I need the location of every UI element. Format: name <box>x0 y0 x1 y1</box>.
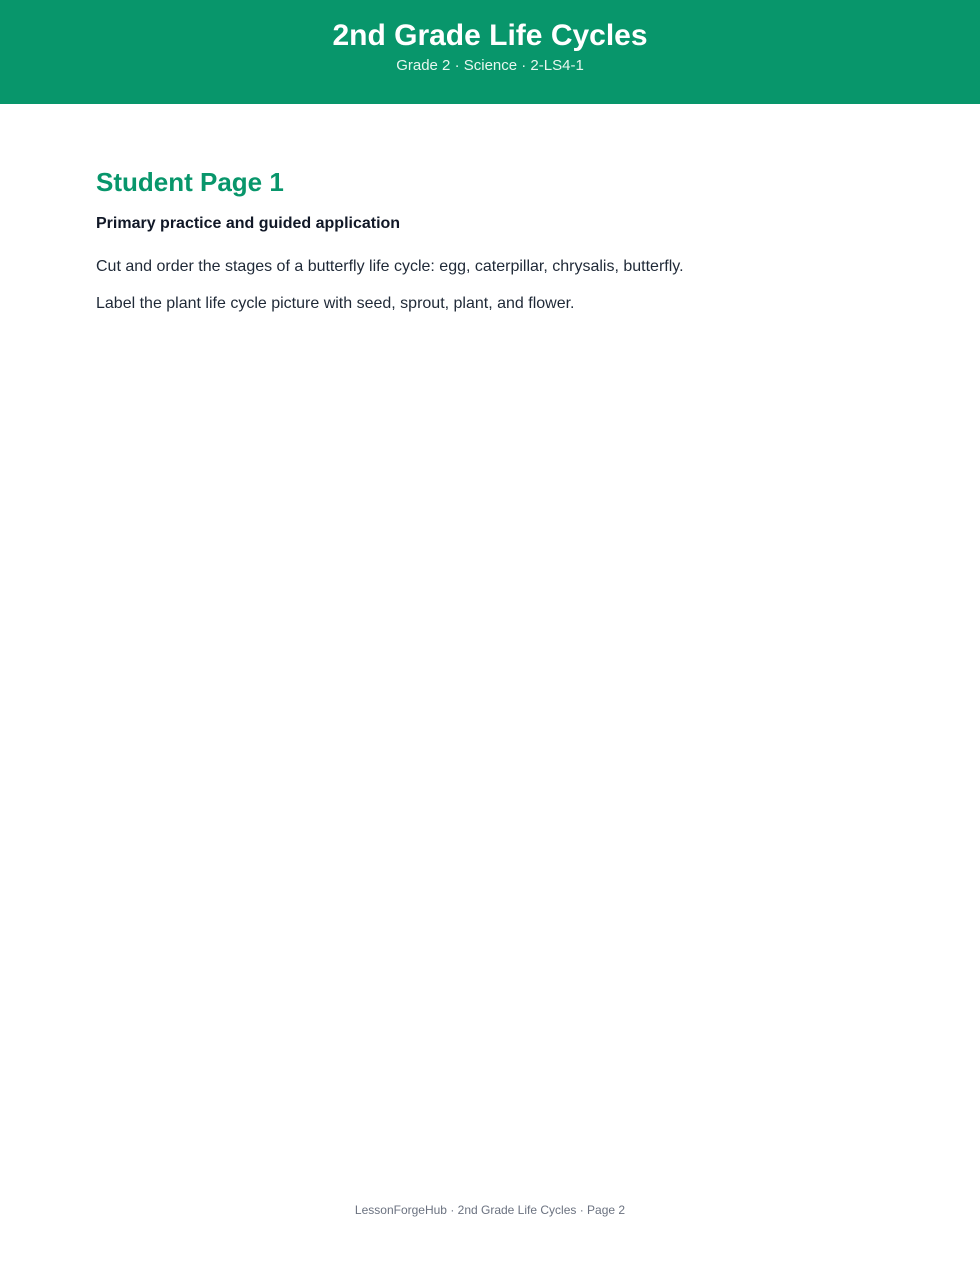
page-footer: LessonForgeHub · 2nd Grade Life Cycles · Page 2 <box>354 1203 626 1217</box>
section-title: Student Page 1 <box>96 167 284 197</box>
section-subtitle: Primary practice and guided application <box>96 215 401 232</box>
document-subtitle: Grade 2 · Science · 2-LS4-1 <box>396 57 584 74</box>
instruction-item: Cut and order the stages of a butterfly life cycle: egg, caterpillar, chrysalis, butterfly. <box>96 258 684 275</box>
instruction-list <box>96 257 896 331</box>
instruction-item: Label the plant life cycle picture with seed, sprout, plant, and flower. <box>96 295 575 312</box>
header-banner <box>0 0 980 104</box>
document-title: 2nd Grade Life Cycles <box>332 19 648 52</box>
